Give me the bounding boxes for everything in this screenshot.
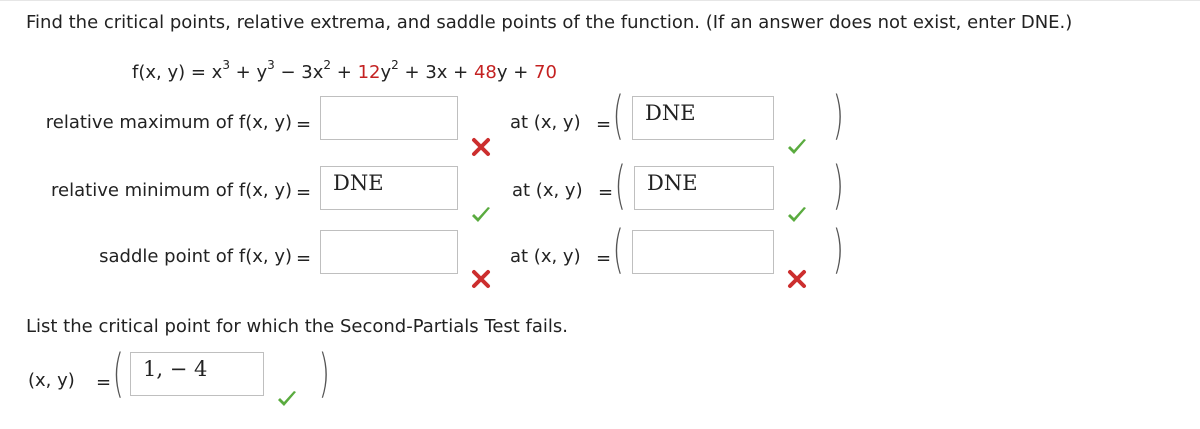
saddle-point-label: saddle point of f(x, y): [99, 246, 292, 267]
function-formula: f(x, $y) = x^3 + y^3 - 3x^2 + 12y^2 + 3x + 48y + 70$: [132, 58, 557, 83]
equals-sign: =: [96, 372, 112, 393]
check-icon: [276, 388, 298, 410]
saddle-point-value-input[interactable]: [320, 230, 458, 274]
open-paren: (: [612, 220, 624, 280]
top-divider: [0, 0, 1200, 1]
close-paren: ): [832, 86, 844, 146]
open-paren: (: [612, 86, 624, 146]
at-point-label: at (x, y): [512, 180, 583, 201]
equals-sign: =: [296, 182, 312, 203]
close-paren: ): [832, 220, 844, 280]
close-paren: ): [318, 344, 330, 404]
at-point-label: at (x, y): [510, 246, 581, 267]
check-icon: [470, 204, 492, 226]
check-icon: [786, 136, 808, 158]
equals-sign: =: [598, 182, 614, 203]
at-point-label: at (x, y): [510, 112, 581, 133]
second-partials-point-input[interactable]: 1, − 4: [130, 352, 264, 396]
relative-maximum-value-input[interactable]: [320, 96, 458, 140]
relative-minimum-label: relative minimum of f(x, y): [51, 180, 292, 201]
relative-maximum-label: relative maximum of f(x, y): [45, 112, 292, 133]
cross-icon: [470, 268, 492, 290]
equals-sign: =: [296, 248, 312, 269]
question-prompt: Find the critical points, relative extrema, and saddle points of the function. (If an answer does not exist, enter DNE.): [26, 12, 1073, 33]
relative-maximum-point-input[interactable]: DNE: [632, 96, 774, 140]
second-partials-instruction: List the critical point for which the Second-Partials Test fails.: [26, 316, 569, 337]
close-paren: ): [832, 156, 844, 216]
equals-sign: =: [296, 114, 312, 135]
check-icon: [786, 204, 808, 226]
critical-point-label: (x, y): [28, 370, 75, 391]
cross-icon: [786, 268, 808, 290]
relative-minimum-point-input[interactable]: DNE: [634, 166, 774, 210]
open-paren: (: [614, 156, 626, 216]
open-paren: (: [112, 344, 124, 404]
equals-sign: =: [596, 114, 612, 135]
equals-sign: =: [596, 248, 612, 269]
relative-minimum-value-input[interactable]: DNE: [320, 166, 458, 210]
saddle-point-point-input[interactable]: [632, 230, 774, 274]
cross-icon: [470, 136, 492, 158]
